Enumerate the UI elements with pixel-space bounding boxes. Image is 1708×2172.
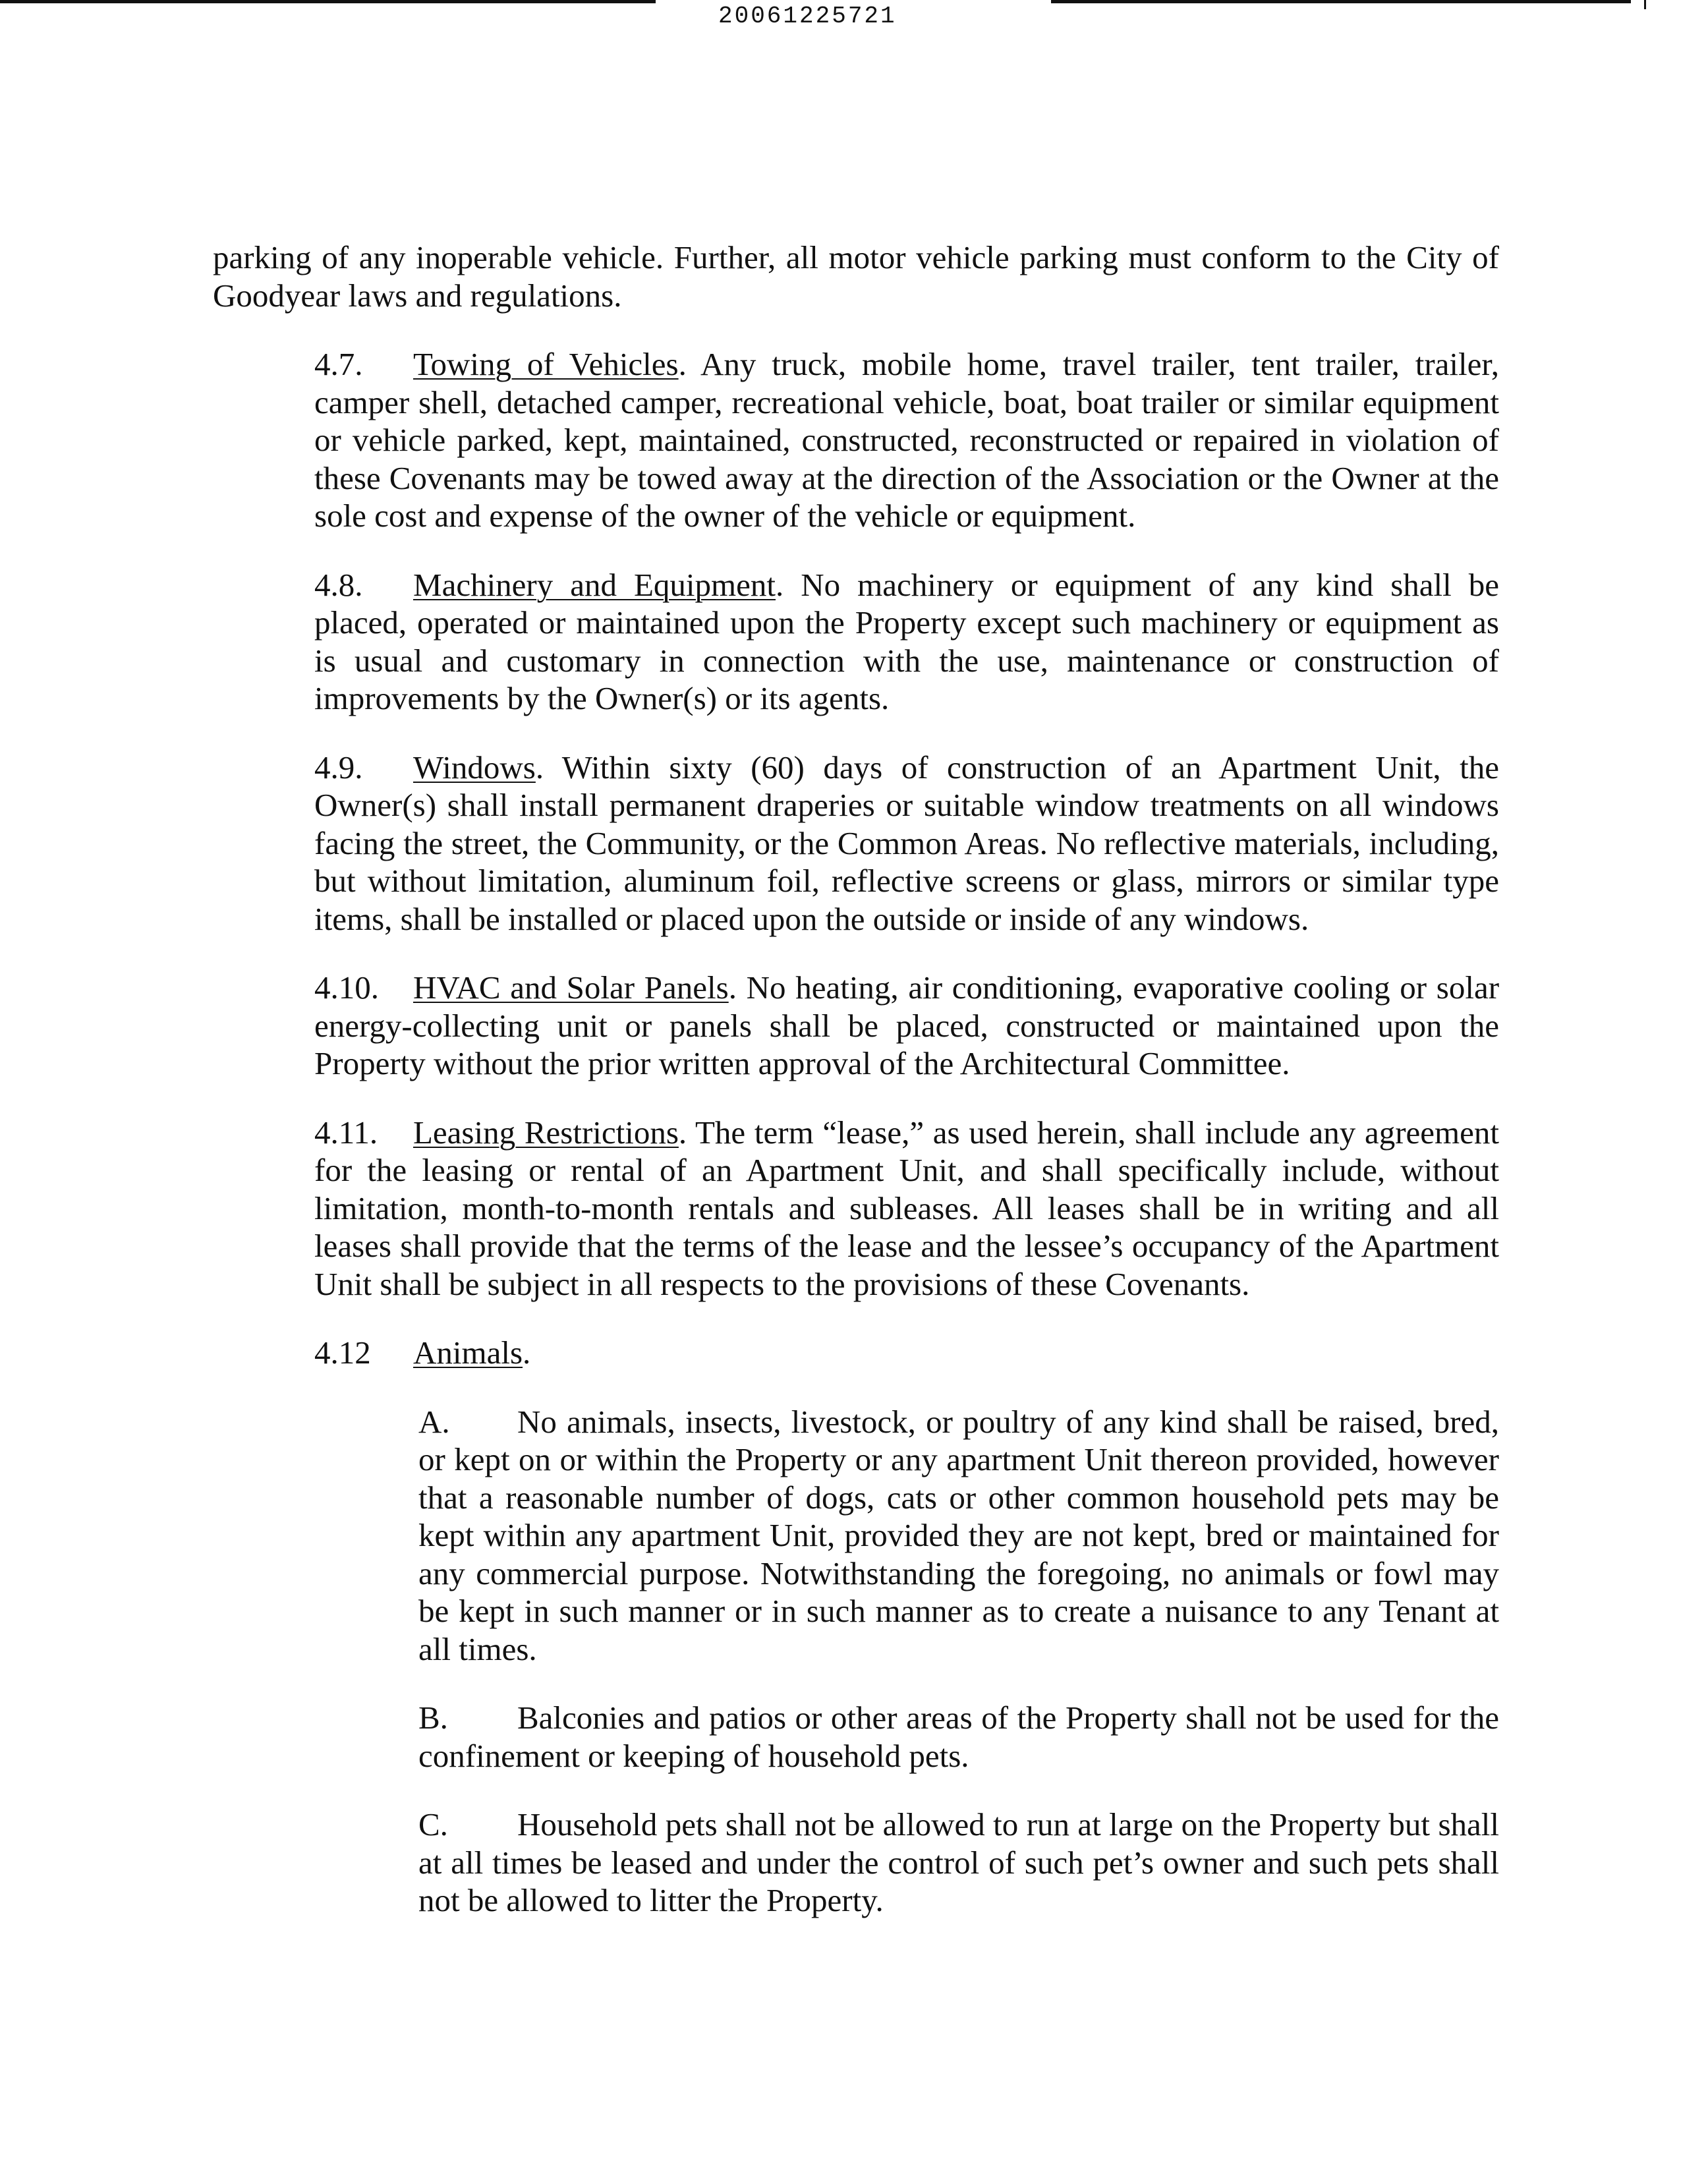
- subsection-letter: B.: [418, 1700, 448, 1736]
- section-4-7: [213, 345, 1499, 535]
- subsection-4-12-c: [213, 1806, 1499, 1920]
- section-number: 4.11.: [314, 1114, 378, 1151]
- subsection-4-12-a: [213, 1403, 1499, 1669]
- section-4-12: [213, 1334, 1499, 1372]
- subsection-4-12-b: [213, 1699, 1499, 1775]
- top-border-rule-left: [0, 0, 656, 3]
- section-number: 4.8.: [314, 566, 363, 603]
- section-body: .: [523, 1334, 531, 1371]
- continuation-text: parking of any inoperable vehicle. Further, all motor vehicle parking must conform to the City of Goodyear laws and regulations.: [213, 239, 1499, 314]
- subsection-body: Balconies and patios or other areas of the Property shall not be used for the confinement or keeping of household pets.: [418, 1700, 1499, 1774]
- subsection-body: Household pets shall not be allowed to run at large on the Property but shall at all times be leased and under the control of such pet’s owner and such pets shall not be allowed to litter the Property.: [418, 1806, 1499, 1918]
- section-number: 4.10.: [314, 969, 379, 1006]
- document-body: [213, 239, 1499, 1951]
- top-border-rule-right: [1051, 0, 1631, 3]
- section-4-11: [213, 1114, 1499, 1303]
- section-heading: Windows: [413, 749, 536, 786]
- section-number: 4.9.: [314, 749, 363, 786]
- document-number: 20061225721: [718, 3, 897, 30]
- section-heading: Towing of Vehicles: [413, 346, 679, 382]
- continuation-paragraph: [213, 239, 1499, 314]
- section-body: . The term “lease,” as used herein, shall include any agreement for the leasing or rental of an Apartment Unit, and shall specifically include, without limitation, month-to-month rentals and subleases. All leases shall be in writing and all leases shall provide that the terms of the lease and the lessee’s occupancy of the Apartment Unit shall be subject in all respects to the provisions of these Covenants.: [314, 1114, 1499, 1302]
- section-4-8: [213, 566, 1499, 718]
- section-body: . Any truck, mobile home, travel trailer, tent trailer, trailer, camper shell, detached camper, recreational vehicle, boat, boat trailer or similar equipment or vehicle parked, kept, maintained, constructed, reconstructed or repaired in violation of these Covenants may be towed away at the direction of the Association or the Owner at the sole cost and expense of the owner of the vehicle or equipment.: [314, 346, 1499, 534]
- section-4-10: [213, 969, 1499, 1083]
- top-border-tick: [1644, 0, 1646, 9]
- section-body: . No machinery or equipment of any kind shall be placed, operated or maintained upon the Property except such machinery or equipment as is usual and customary in connection with the use, maintenance or construction of improvements by the Owner(s) or its agents.: [314, 566, 1500, 716]
- section-body: . Within sixty (60) days of construction of an Apartment Unit, the Owner(s) shall install permanent draperies or suitable window treatments on all windows facing the street, the Community, or the Common Areas. No reflective materials, including, but without limitation, aluminum foil, reflective screens or glass, mirrors or similar type items, shall be installed or placed upon the outside or inside of any windows.: [314, 749, 1499, 937]
- section-number: 4.7.: [314, 346, 363, 382]
- section-heading: Machinery and Equipment: [413, 566, 776, 603]
- section-heading: HVAC and Solar Panels: [413, 969, 729, 1006]
- section-body: . No heating, air conditioning, evaporative cooling or solar energy-collecting unit or panels shall be placed, constructed or maintained upon the Property without the prior written approval of the Architectural Committee.: [314, 969, 1500, 1081]
- subsection-letter: A.: [418, 1403, 450, 1440]
- subsection-letter: C.: [418, 1806, 448, 1843]
- section-heading: Animals: [413, 1334, 523, 1371]
- section-number: 4.12: [314, 1334, 371, 1371]
- subsection-body: No animals, insects, livestock, or poultry of any kind shall be raised, bred, or kept on or within the Property or any apartment Unit thereon provided, however that a reasonable number of dogs, cats or other common household pets may be kept within any apartment Unit, provided they are not kept, bred or maintained for any commercial purpose. Notwithstanding the foregoing, no animals or fowl may be kept in such manner or in such manner as to create a nuisance to any Tenant at all times.: [418, 1403, 1499, 1667]
- section-heading: Leasing Restrictions: [413, 1114, 679, 1151]
- section-4-9: [213, 749, 1499, 938]
